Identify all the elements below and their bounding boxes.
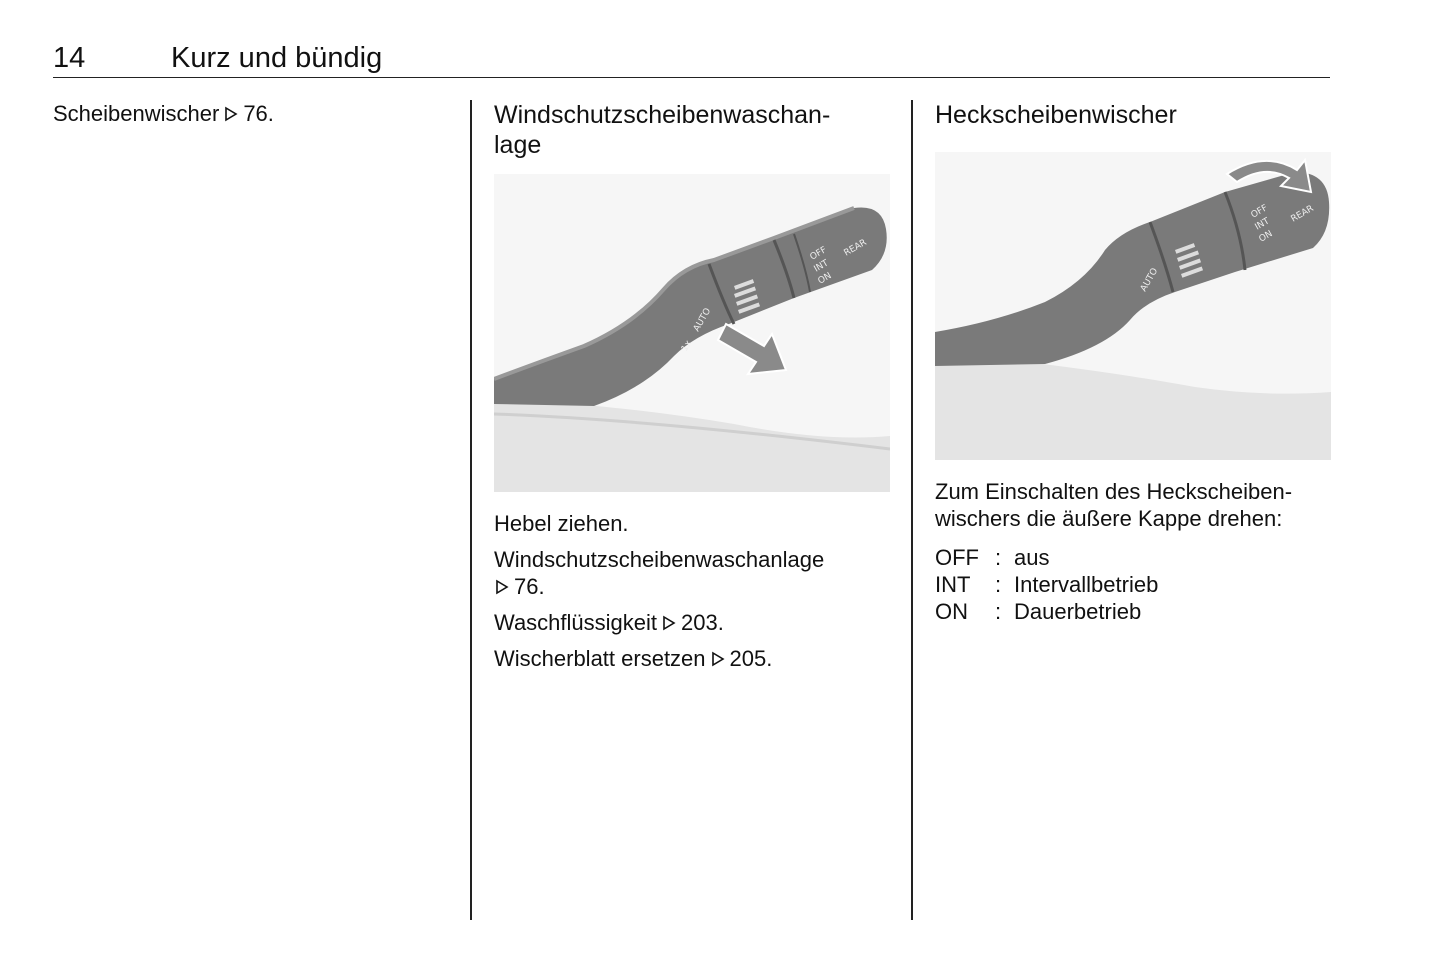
svg-text:REAR: REAR [1289, 203, 1316, 225]
section-heading: Heckscheibenwischer [935, 101, 1177, 129]
page-reference-icon [710, 651, 726, 667]
column-right [935, 100, 1331, 625]
definition-term: ON [935, 599, 968, 624]
definition-term: OFF [935, 545, 979, 570]
page-reference[interactable]: 76. [514, 574, 545, 599]
page-reference-icon [494, 579, 510, 595]
paragraph-fluid-ref: Waschflüssigkeit 203. [494, 610, 724, 635]
definition-description: Dauerbetrieb [1014, 599, 1142, 624]
svg-text:AUTO: AUTO [1138, 266, 1161, 294]
definition-row [935, 544, 1331, 571]
column-left [53, 100, 453, 136]
paragraph-blade-ref: Wischerblatt ersetzen 205. [494, 646, 773, 671]
definition-row [935, 571, 1331, 598]
page-header [53, 40, 1330, 78]
svg-text:REAR: REAR [842, 237, 869, 259]
column-divider [470, 100, 472, 920]
page-reference-icon [661, 615, 677, 631]
svg-text:AUTO: AUTO [691, 306, 714, 334]
definition-description: Intervallbetrieb [1014, 572, 1159, 597]
chapter-title: Kurz und bündig [171, 42, 383, 74]
definition-separator: : [995, 599, 1002, 624]
rear-wiper-lever-illustration [935, 152, 1331, 460]
definition-list [935, 544, 1331, 625]
column-divider [911, 100, 913, 920]
paragraph-pull-lever: Hebel ziehen. [494, 511, 629, 536]
definition-term: INT [935, 572, 971, 597]
definition-separator: : [995, 572, 1002, 597]
definition-row [935, 598, 1331, 625]
paragraph-rear-wiper-intro: Zum Einschalten des Heckscheiben- wischers die äußere Kappe drehen: [935, 479, 1293, 531]
washer-lever-illustration [494, 174, 890, 492]
svg-text:1x: 1x [679, 338, 695, 354]
svg-text:ON: ON [1257, 229, 1275, 245]
paragraph-wiper-ref: Scheibenwischer 76. [53, 101, 274, 126]
section-heading: Windschutzscheibenwaschan- lage [494, 101, 831, 159]
column-middle [494, 100, 890, 681]
svg-text:OFF: OFF [808, 245, 829, 263]
page-reference[interactable]: 203. [681, 610, 724, 635]
svg-text:INT: INT [812, 258, 831, 275]
page-reference[interactable]: 205. [729, 646, 773, 671]
svg-text:ON: ON [816, 271, 834, 287]
definition-separator: : [995, 545, 1002, 570]
svg-text:OFF: OFF [1249, 203, 1270, 221]
definition-description: aus [1014, 545, 1050, 570]
page-reference-icon [223, 106, 239, 122]
page-reference[interactable]: 76. [243, 101, 274, 126]
svg-text:INT: INT [1253, 216, 1272, 233]
page-number: 14 [53, 42, 86, 74]
paragraph-washer-ref: Windschutzscheibenwaschanlage 76. [494, 547, 825, 599]
